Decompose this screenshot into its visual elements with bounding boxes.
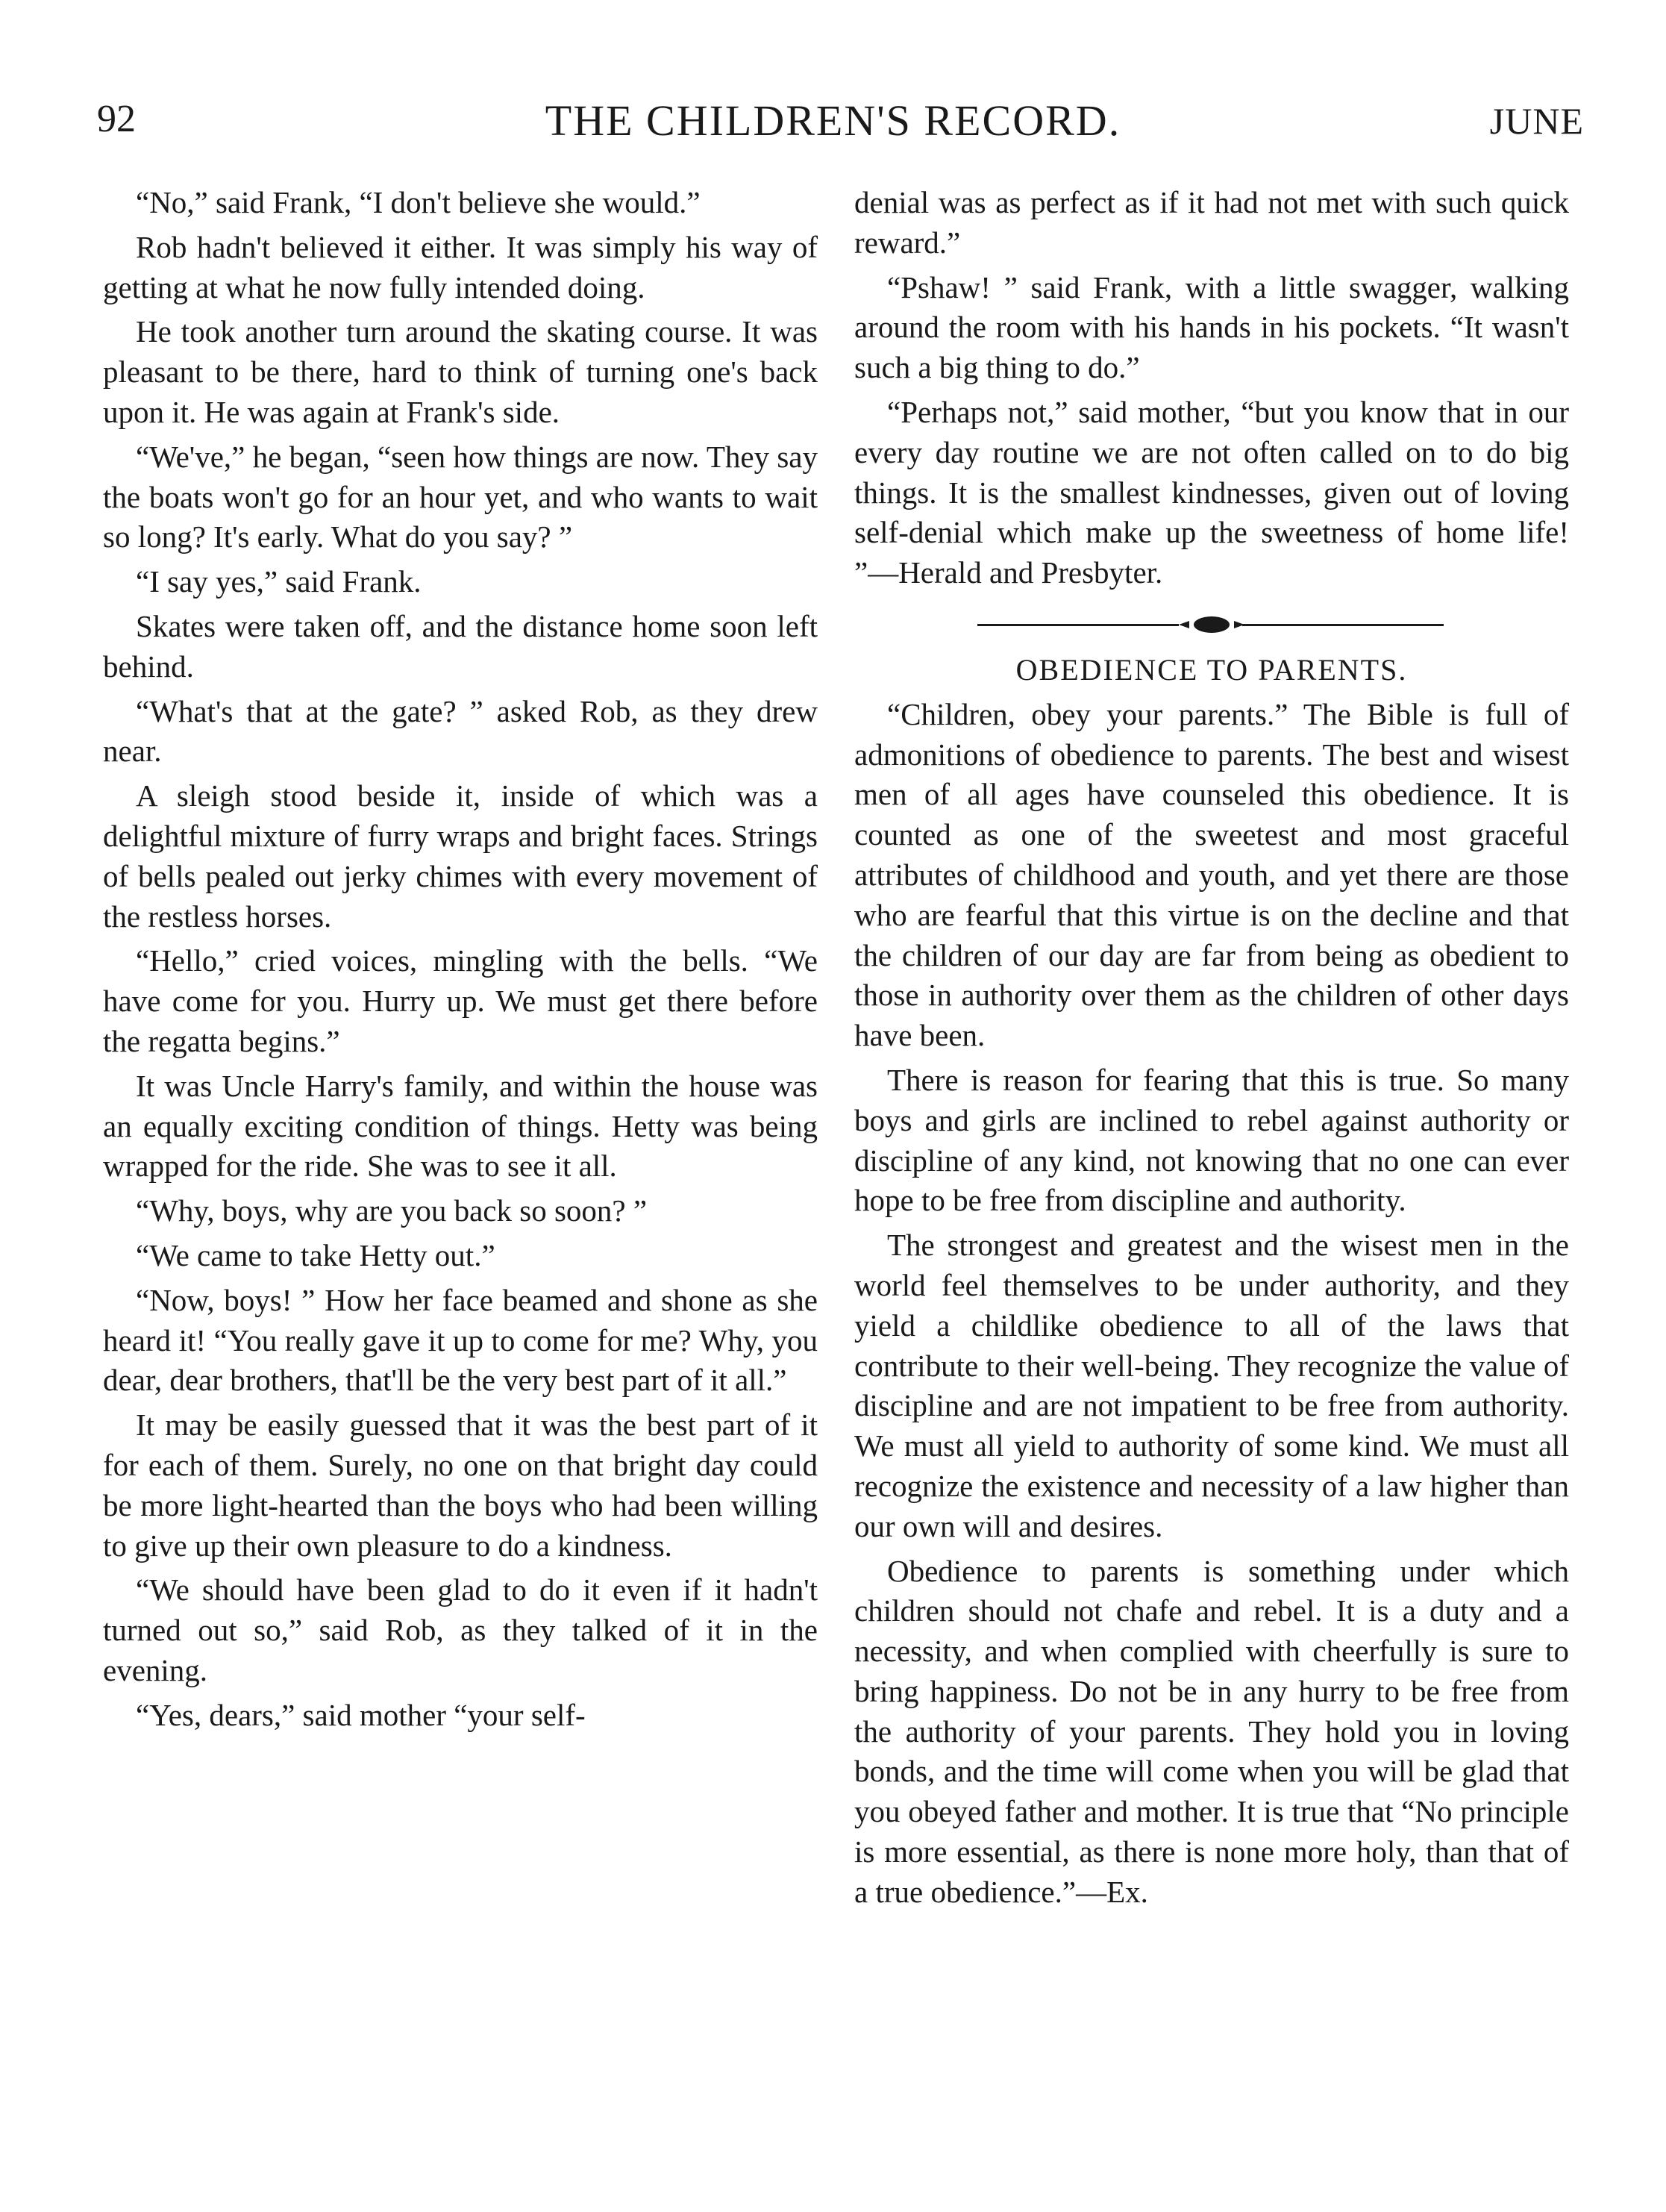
paragraph: There is reason for fearing that this is true. So many boys and girls are inclined to rebel against authority or discipline of any kind, not knowing that no one can ever hope to be free from discipline and authority.: [854, 1062, 1569, 1218]
paragraph: “Perhaps not,” said mother, “but you know that in our every day routine we are not often called on to do big things. It is the smallest kindnesses, given out of loving self-denial which make up the sweetness of home life! ”—Herald and Presbyter.: [854, 394, 1569, 590]
paragraph: “Why, boys, why are you back so soon? ”: [136, 1193, 648, 1228]
paragraph: Skates were taken off, and the distance home soon left behind.: [103, 608, 818, 684]
paragraph: Rob hadn't believed it either. It was simply his way of getting at what he now fully intended doing.: [103, 229, 818, 304]
divider-line-right: [1242, 624, 1444, 626]
paragraph: It was Uncle Harry's family, and within the house was an equally exciting condition of things. Hetty was being wrapped for the ride. She was to see it all.: [103, 1068, 818, 1184]
publication-title: THE CHILDREN'S RECORD.: [545, 96, 1121, 145]
issue-month: JUNE: [1489, 100, 1584, 142]
paragraph-continued: denial was as perfect as if it had not met with such quick reward.”: [854, 185, 1569, 260]
paragraph: “I say yes,” said Frank.: [136, 564, 422, 599]
right-column: [854, 183, 1569, 1917]
paragraph: “Children, obey your parents.” The Bible is full of admonitions of obedience to parents. The best and wisest men of all ages have counseled this obedience. It is counted as one of the sweetest and most graceful attributes of childhood and youth, and yet there are those who are fearful that this virtue is on the decline and that the children of our day are far from being as obedient to those in authority over them as the children of other days have been.: [854, 696, 1569, 1053]
paragraph: “Pshaw! ” said Frank, with a little swagger, walking around the room with his hands in his pockets. “It wasn't such a big thing to do.”: [854, 269, 1569, 385]
paragraph: Obedience to parents is something under which children should not chafe and rebel. It is a duty and a necessity, and when complied with cheerfully is sure to bring happiness. Do not be in any hurry to be free from the authority of your parents. They hold you in loving bonds, and the time will come when you will be glad that you obeyed father and mother. It is true that “No principle is more essential, as there is none more holy, than that of a true obedience.”—Ex.: [854, 1553, 1569, 1909]
paragraph: A sleigh stood beside it, inside of which was a delightful mixture of furry wraps and bright faces. Strings of bells pealed out jerky chimes with every movement of the restless horses.: [103, 778, 818, 934]
paragraph: He took another turn around the skating course. It was pleasant to be there, hard to think of turning one's back upon it. He was again at Frank's side.: [103, 314, 818, 429]
paragraph: “No,” said Frank, “I don't believe she would.”: [136, 185, 701, 219]
divider-line-left: [977, 624, 1179, 626]
paragraph: “What's that at the gate? ” asked Rob, as they drew near.: [103, 693, 818, 769]
paragraph: “We should have been glad to do it even if it hadn't turned out so,” said Rob, as they talked of it in the evening.: [103, 1572, 818, 1687]
page-number: 92: [97, 98, 136, 140]
left-column: [103, 183, 818, 1740]
ornamental-divider: [854, 610, 1569, 640]
paragraph: “We've,” he began, “seen how things are now. They say the boats won't go for an hour yet, and who wants to wait so long? It's early. What do you say? ”: [103, 439, 818, 554]
paragraph: “Yes, dears,” said mother “your self-: [136, 1697, 586, 1732]
page-header: [0, 0, 1666, 172]
paragraph: “Now, boys! ” How her face beamed and shone as she heard it! “You really gave it up to come for me? Why, you dear, dear brothers, that'll be the very best part of it all.”: [103, 1282, 818, 1398]
paragraph: The strongest and greatest and the wisest men in the world feel themselves to be under authority, and they yield a childlike obedience to all of the laws that contribute to their well-being. They recognize the value of discipline and are not impatient to be free from authority. We must all yield to authority of some kind. We must all recognize the existence and necessity of a law higher than our own will and desires.: [854, 1228, 1569, 1543]
paragraph: “Hello,” cried voices, mingling with the bells. “We have come for you. Hurry up. We must get there before the regatta begins.”: [103, 943, 818, 1058]
divider-ornament-icon: [1179, 616, 1244, 634]
section-heading: OBEDIENCE TO PARENTS.: [1015, 652, 1408, 687]
paragraph: It may be easily guessed that it was the best part of it for each of them. Surely, no one on that bright day could be more light-hearted than the boys who had been willing to give up their own pleasure to do a kindness.: [103, 1408, 818, 1563]
paragraph: “We came to take Hetty out.”: [136, 1237, 495, 1272]
